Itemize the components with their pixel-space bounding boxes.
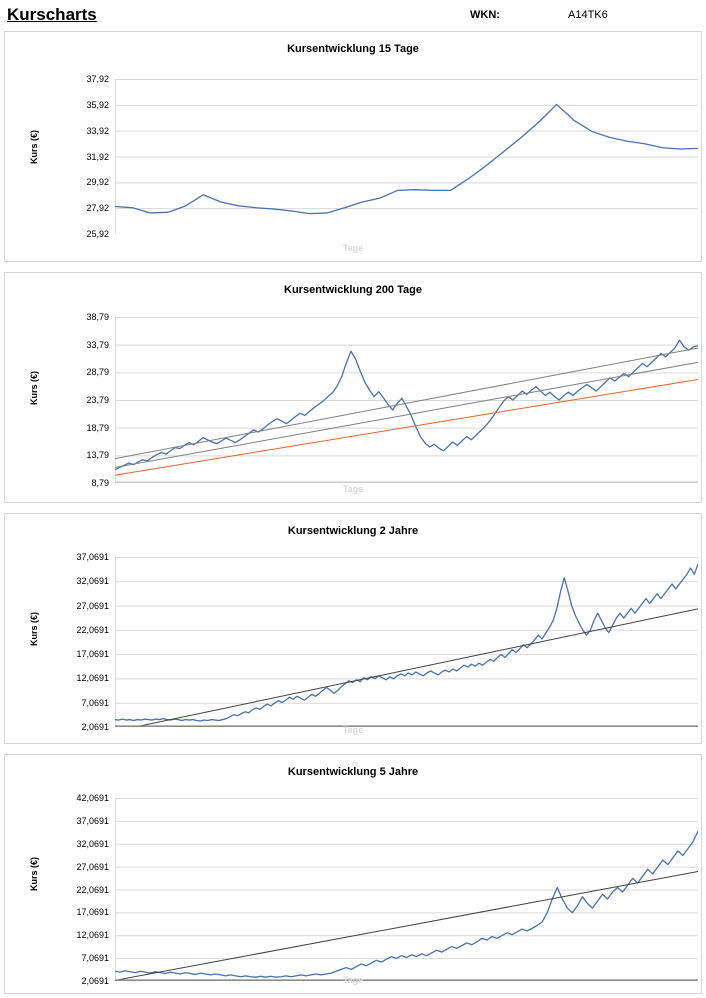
y-tick-label: 7,0691 bbox=[81, 697, 109, 708]
chart-panel-5-jahre bbox=[4, 754, 702, 994]
series-line bbox=[115, 362, 698, 467]
series-line bbox=[115, 609, 698, 727]
series-line bbox=[115, 564, 698, 721]
series-line bbox=[115, 379, 698, 475]
wkn-label: WKN: bbox=[470, 9, 500, 21]
chart-panel-200-tage bbox=[4, 272, 702, 503]
y-tick-label: 12,0691 bbox=[76, 673, 109, 684]
plot-area bbox=[115, 317, 698, 483]
series-line bbox=[115, 340, 698, 469]
y-tick-label: 42,0691 bbox=[76, 793, 109, 803]
y-tick-label: 12,0691 bbox=[76, 930, 109, 941]
y-tick-label: 37,0691 bbox=[76, 815, 109, 826]
page-header bbox=[0, 0, 706, 30]
y-tick-label: 13,79 bbox=[86, 450, 109, 461]
x-axis-title: Tage bbox=[342, 975, 364, 985]
y-axis-title: Kurs (€) bbox=[29, 611, 40, 646]
chart-title: Kursentwicklung 2 Jahre bbox=[287, 525, 419, 537]
x-axis-title: Tage bbox=[342, 725, 364, 735]
y-tick-label: 7,0691 bbox=[81, 953, 109, 964]
y-tick-label: 28,79 bbox=[86, 367, 109, 378]
wkn-value: A14TK6 bbox=[568, 9, 608, 21]
y-tick-label: 17,0691 bbox=[76, 907, 109, 918]
y-tick-label: 27,0691 bbox=[76, 600, 109, 611]
chart-svg bbox=[115, 317, 698, 483]
y-tick-label: 29,92 bbox=[86, 177, 109, 188]
chart-svg bbox=[115, 557, 698, 727]
y-tick-labels bbox=[61, 312, 109, 488]
y-tick-label: 17,0691 bbox=[76, 649, 109, 660]
chart-svg bbox=[115, 79, 698, 234]
y-tick-label: 38,79 bbox=[86, 312, 109, 322]
y-tick-labels bbox=[43, 793, 109, 986]
y-tick-label: 27,92 bbox=[86, 203, 109, 214]
y-tick-label: 33,79 bbox=[86, 339, 109, 350]
y-tick-label: 25,92 bbox=[86, 229, 109, 239]
y-tick-label: 23,79 bbox=[86, 395, 109, 405]
y-tick-labels bbox=[61, 74, 109, 239]
x-axis-title: Tage bbox=[342, 243, 364, 253]
y-tick-label: 27,0691 bbox=[76, 861, 109, 872]
chart-svg bbox=[115, 798, 698, 981]
y-tick-labels bbox=[43, 552, 109, 732]
plot-area bbox=[115, 557, 698, 727]
chart-panel-2-jahre bbox=[4, 513, 702, 744]
y-tick-label: 32,0691 bbox=[76, 576, 109, 587]
y-tick-label: 22,0691 bbox=[76, 884, 109, 895]
y-tick-label: 22,0691 bbox=[76, 624, 109, 635]
y-tick-label: 18,79 bbox=[86, 422, 109, 433]
plot-area bbox=[115, 79, 698, 234]
series-line bbox=[115, 348, 698, 459]
y-tick-label: 35,92 bbox=[86, 99, 109, 110]
y-tick-label: 2,0691 bbox=[81, 722, 109, 732]
y-tick-label: 32,0691 bbox=[76, 838, 109, 849]
series-line bbox=[115, 872, 698, 981]
page-title: Kurscharts bbox=[7, 5, 97, 24]
y-axis-title: Kurs (€) bbox=[29, 856, 40, 892]
chart-panel-15-tage bbox=[4, 31, 702, 262]
chart-title: Kursentwicklung 5 Jahre bbox=[287, 766, 419, 778]
y-tick-label: 33,92 bbox=[86, 125, 109, 136]
x-axis-title: Tage bbox=[342, 484, 364, 494]
chart-title: Kursentwicklung 200 Tage bbox=[284, 284, 422, 296]
plot-area bbox=[115, 798, 698, 981]
series-line bbox=[115, 831, 698, 977]
chart-title: Kursentwicklung 15 Tage bbox=[287, 43, 419, 55]
y-axis-title: Kurs (€) bbox=[29, 370, 40, 405]
y-tick-label: 37,0691 bbox=[76, 552, 109, 562]
y-tick-label: 31,92 bbox=[86, 151, 109, 162]
y-tick-label: 37,92 bbox=[86, 74, 109, 84]
y-axis-title: Kurs (€) bbox=[29, 129, 40, 164]
y-tick-label: 2,0691 bbox=[81, 976, 109, 986]
series-line bbox=[115, 104, 698, 213]
y-tick-label: 8,79 bbox=[91, 478, 109, 488]
